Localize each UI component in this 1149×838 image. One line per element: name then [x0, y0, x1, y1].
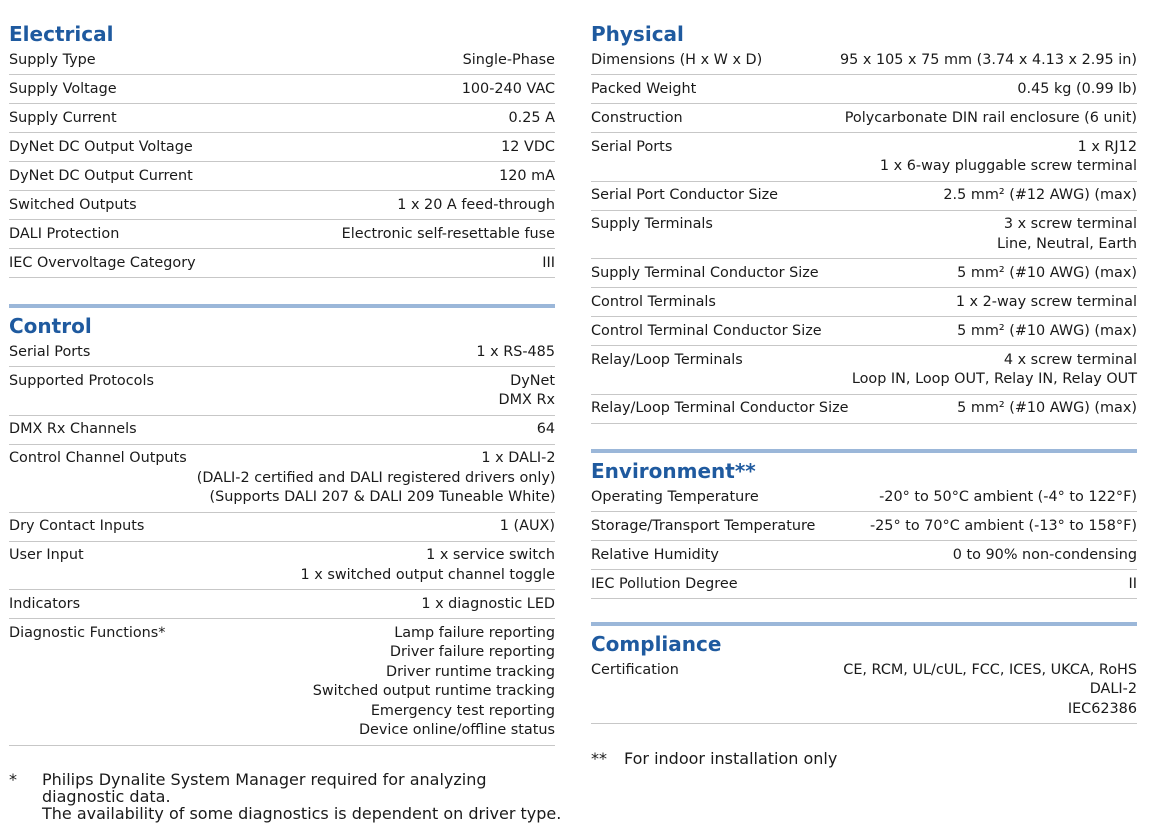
spec-value: 12 VDC: [501, 138, 555, 155]
spec-label: DMX Rx Channels: [9, 421, 137, 437]
spec-row: [591, 317, 1137, 346]
spec-label: Dry Contact Inputs: [9, 518, 145, 534]
spec-row: [9, 133, 555, 162]
spec-values: [397, 196, 555, 216]
spec-value: 1 x service switch: [426, 547, 555, 563]
spec-value: 4 x screw terminal: [1003, 351, 1137, 368]
spec-label: Relay/Loop Terminals: [591, 351, 743, 368]
spec-value: 1 x RS-485: [476, 343, 555, 360]
spec-label: Relative Humidity: [591, 546, 719, 563]
spec-row: [591, 288, 1137, 317]
spec-values: [879, 488, 1137, 508]
spec-value: Line, Neutral, Earth: [997, 235, 1137, 252]
spec-values: [463, 51, 555, 71]
spec-values: [852, 351, 1137, 390]
spec-row: [591, 512, 1137, 541]
spec-values: [880, 138, 1137, 177]
spec-label: Serial Ports: [9, 343, 91, 360]
spec-row: [591, 104, 1137, 133]
spec-label: DALI Protection: [9, 225, 120, 242]
spec-values: [542, 254, 555, 274]
spec-row: [9, 191, 555, 220]
spec-row: [9, 590, 555, 619]
section-title: Compliance: [591, 632, 722, 656]
spec-label: DyNet DC Output Voltage: [9, 138, 193, 155]
spec-value: 100-240 VAC: [461, 80, 555, 97]
section-title: Control: [9, 314, 92, 338]
spec-value: IEC62386: [1067, 700, 1137, 717]
spec-label: Packed Weight: [591, 80, 697, 97]
spec-values: [301, 546, 555, 585]
spec-label: Control Terminal Conductor Size: [591, 322, 822, 339]
spec-row: [9, 445, 555, 513]
spec-label: Diagnostic Functions*: [9, 624, 166, 641]
spec-value: 95 x 105 x 75 mm (3.74 x 4.13 x 2.95 in): [840, 51, 1137, 68]
spec-row: [591, 570, 1137, 599]
spec-row: [9, 75, 555, 104]
spec-values: [500, 517, 555, 537]
footnote-line: Philips Dynalite System Manager required for analyzing: [42, 770, 487, 789]
spec-value: (DALI-2 certified and DALI registered drivers only): [196, 469, 556, 486]
footnote-mark: **: [591, 749, 607, 768]
spec-values: [499, 372, 555, 411]
spec-value: Device online/offline status: [358, 722, 555, 738]
spec-label: Supply Current: [9, 109, 117, 126]
spec-value: 1 x 6-way pluggable screw terminal: [879, 158, 1137, 174]
spec-label: Storage/Transport Temperature: [591, 517, 816, 534]
spec-table: [591, 483, 1137, 599]
spec-values: [197, 449, 556, 508]
spec-value: DyNet: [510, 372, 555, 389]
spec-row: [9, 619, 555, 746]
spec-value: Loop IN, Loop OUT, Relay IN, Relay OUT: [851, 371, 1137, 387]
spec-row: [9, 162, 555, 191]
spec-values: [845, 109, 1137, 129]
spec-value: -25° to 70°C ambient (-13° to 158°F): [869, 517, 1137, 534]
spec-value: Driver runtime tracking: [386, 663, 555, 680]
spec-label: IEC Overvoltage Category: [9, 254, 196, 271]
spec-values: [840, 51, 1137, 71]
spec-label: Switched Outputs: [9, 196, 137, 213]
spec-values: [1017, 80, 1137, 100]
electrical-section: [9, 22, 555, 278]
spec-row: [591, 541, 1137, 570]
footnote-text: [624, 750, 837, 767]
spec-value: -20° to 50°C ambient (-4° to 122°F): [879, 488, 1137, 505]
section-title: Electrical: [9, 22, 114, 46]
spec-value: 3 x screw terminal: [1003, 216, 1137, 232]
spec-value: Switched output runtime tracking: [312, 683, 555, 699]
spec-label: Supported Protocols: [9, 372, 154, 389]
spec-row: [591, 259, 1137, 288]
physical-section: [591, 22, 1137, 424]
footnote-line: For indoor installation only: [624, 749, 838, 768]
spec-row: [9, 542, 555, 591]
spec-values: [462, 80, 555, 100]
spec-label: Indicators: [9, 595, 81, 612]
spec-row: [591, 656, 1137, 724]
spec-value: 1 x 20 A feed-through: [397, 196, 555, 213]
section-title: Environment**: [591, 459, 756, 483]
spec-value: Electronic self-resettable fuse: [341, 225, 555, 242]
spec-table: [9, 46, 555, 278]
spec-label: IEC Pollution Degree: [591, 575, 738, 592]
spec-label: Serial Ports: [591, 138, 673, 155]
spec-values: [342, 225, 555, 245]
spec-value: 0.25 A: [508, 109, 555, 126]
spec-row: [591, 182, 1137, 211]
section-title: Physical: [591, 22, 684, 46]
spec-value: 1 x RJ12: [1077, 138, 1137, 155]
spec-row: [591, 483, 1137, 512]
spec-label: Certification: [591, 661, 679, 678]
spec-row: [9, 416, 555, 445]
spec-value: 120 mA: [499, 167, 555, 184]
spec-values: [537, 420, 555, 440]
spec-value: III: [542, 254, 555, 271]
spec-value: Single-Phase: [462, 51, 555, 68]
spec-value: 1 (AUX): [499, 518, 555, 534]
spec-label: Serial Port Conductor Size: [591, 187, 779, 203]
spec-row: [591, 46, 1137, 75]
spec-value: 1 x DALI-2: [481, 450, 556, 466]
compliance-section: [591, 622, 1137, 724]
spec-row: [591, 211, 1137, 260]
spec-value: 5 mm² (#10 AWG) (max): [957, 322, 1137, 339]
spec-value: Emergency test reporting: [370, 702, 555, 719]
spec-values: [997, 215, 1137, 254]
spec-values: [313, 624, 555, 741]
spec-value: Lamp failure reporting: [394, 624, 555, 641]
spec-values: [476, 343, 555, 363]
spec-label: Supply Terminal Conductor Size: [591, 264, 819, 281]
spec-value: 2.5 mm² (#12 AWG) (max): [943, 187, 1137, 203]
environment-section: [591, 449, 1137, 599]
spec-row: [9, 104, 555, 133]
spec-values: [843, 661, 1137, 720]
footnote-line: The availability of some diagnostics is dependent on driver type.: [42, 804, 562, 823]
spec-values: [957, 399, 1137, 419]
spec-row: [9, 367, 555, 416]
spec-values: [499, 167, 555, 187]
spec-label: Construction: [591, 109, 683, 126]
spec-value: II: [1128, 575, 1137, 592]
spec-values: [953, 546, 1137, 566]
spec-row: [9, 338, 555, 367]
spec-table: [591, 46, 1137, 424]
spec-values: [957, 322, 1137, 342]
spec-value: 64: [536, 421, 555, 437]
footnote-text: [42, 771, 561, 822]
spec-row: [591, 395, 1137, 424]
spec-value: 0.45 kg (0.99 lb): [1017, 80, 1137, 97]
spec-value: 5 mm² (#10 AWG) (max): [957, 264, 1137, 281]
spec-label: User Input: [9, 547, 84, 563]
spec-value: 5 mm² (#10 AWG) (max): [957, 400, 1137, 416]
spec-table: [9, 338, 555, 746]
control-section: [9, 304, 555, 746]
spec-values: [509, 109, 555, 129]
spec-label: Control Channel Outputs: [9, 450, 187, 466]
footnote-line: diagnostic data.: [42, 787, 171, 806]
spec-value: Polycarbonate DIN rail enclosure (6 unit): [844, 109, 1137, 126]
spec-values: [957, 264, 1137, 284]
spec-label: DyNet DC Output Current: [9, 167, 193, 184]
spec-label: Supply Voltage: [9, 80, 117, 97]
spec-value: 0 to 90% non-condensing: [952, 546, 1137, 563]
spec-row: [591, 75, 1137, 104]
spec-values: [1129, 575, 1138, 595]
spec-values: [870, 517, 1137, 537]
spec-row: [591, 346, 1137, 395]
spec-row: [9, 249, 555, 278]
spec-label: Control Terminals: [591, 293, 716, 310]
spec-value: CE, RCM, UL/cUL, FCC, ICES, UKCA, RoHS: [843, 661, 1137, 678]
spec-value: 1 x 2-way screw terminal: [955, 293, 1137, 310]
spec-value: Driver failure reporting: [389, 644, 555, 660]
spec-value: DMX Rx: [498, 392, 555, 408]
spec-table: [591, 656, 1137, 724]
spec-value: DALI-2: [1089, 681, 1137, 697]
spec-row: [9, 513, 555, 542]
spec-value: 1 x diagnostic LED: [421, 595, 555, 612]
spec-values: [943, 186, 1137, 206]
spec-label: Operating Temperature: [591, 488, 759, 505]
spec-value: (Supports DALI 207 & DALI 209 Tuneable White): [209, 489, 556, 505]
spec-label: Relay/Loop Terminal Conductor Size: [591, 400, 849, 416]
spec-row: [9, 46, 555, 75]
spec-label: Dimensions (H x W x D): [591, 51, 763, 68]
spec-values: [421, 595, 555, 615]
footnote-mark: *: [9, 770, 17, 789]
spec-row: [9, 220, 555, 249]
spec-values: [956, 293, 1137, 313]
spec-row: [591, 133, 1137, 182]
spec-value: 1 x switched output channel toggle: [300, 566, 555, 583]
spec-values: [501, 138, 555, 158]
spec-label: Supply Type: [9, 51, 96, 68]
spec-label: Supply Terminals: [591, 216, 713, 232]
